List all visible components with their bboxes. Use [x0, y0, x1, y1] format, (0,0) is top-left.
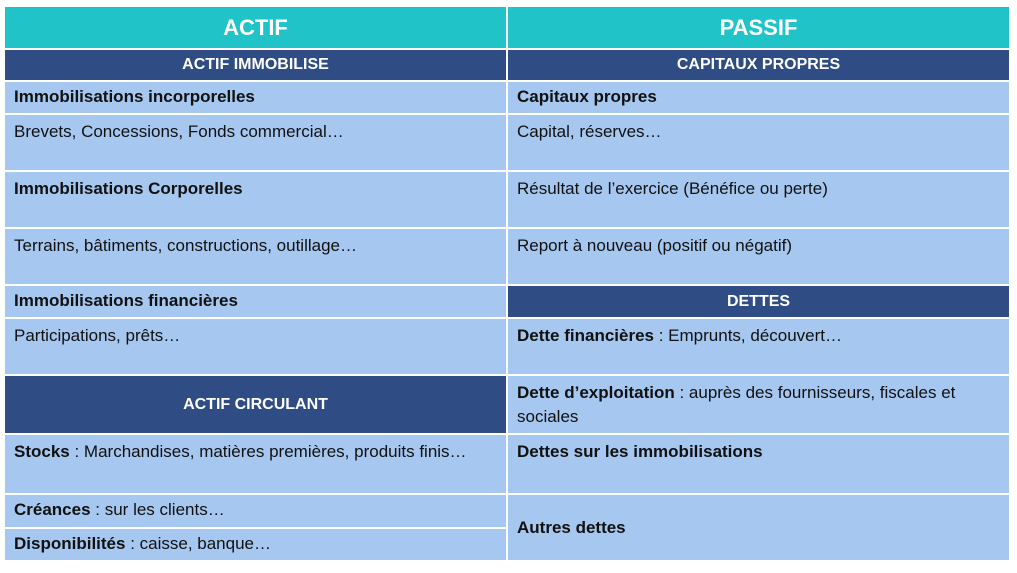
immobilisations-corporelles-title: Immobilisations Corporelles	[5, 172, 506, 227]
disponibilites-label: Disponibilités	[14, 534, 126, 553]
stocks-cell	[5, 435, 506, 493]
resultat-exercice-cell: Résultat de l’exercice (Bénéfice ou perte)	[508, 172, 1009, 227]
capitaux-propres-title: Capitaux propres	[508, 82, 1009, 113]
dette-financieres-label: Dette financières	[517, 326, 654, 345]
balance-sheet-table	[5, 7, 1010, 568]
capital-reserves-cell: Capital, réserves…	[508, 115, 1009, 170]
dettes-immobilisations-cell: Dettes sur les immobilisations	[508, 435, 1009, 493]
creances-detail: : sur les clients…	[90, 500, 225, 519]
actif-circulant-section: ACTIF CIRCULANT	[5, 376, 506, 433]
creances-cell	[5, 495, 506, 527]
autres-dettes-cell: Autres dettes	[508, 495, 1009, 560]
disponibilites-cell	[5, 529, 506, 560]
passif-header: PASSIF	[508, 7, 1009, 48]
immobilisations-incorporelles-title: Immobilisations incorporelles	[5, 82, 506, 113]
immobilisations-financieres-title: Immobilisations financières	[5, 286, 506, 317]
actif-column	[5, 7, 506, 568]
immobilisations-incorporelles-detail: Brevets, Concessions, Fonds commercial…	[5, 115, 506, 170]
dette-exploitation-detail: : auprès des fournisseurs, fiscales et sociales	[517, 383, 961, 426]
passif-column	[508, 7, 1009, 568]
immobilisations-corporelles-detail: Terrains, bâtiments, constructions, outillage…	[5, 229, 506, 284]
dettes-section: DETTES	[508, 286, 1009, 317]
disponibilites-detail: : caisse, banque…	[125, 534, 271, 553]
actif-immobilise-section: ACTIF IMMOBILISE	[5, 50, 506, 80]
stocks-label: Stocks	[14, 442, 70, 461]
creances-label: Créances	[14, 500, 91, 519]
dette-financieres-detail: : Emprunts, découvert…	[654, 326, 843, 345]
immobilisations-financieres-detail: Participations, prêts…	[5, 319, 506, 374]
dette-exploitation-cell	[508, 376, 1009, 433]
report-a-nouveau-cell: Report à nouveau (positif ou négatif)	[508, 229, 1009, 284]
capitaux-propres-section: CAPITAUX PROPRES	[508, 50, 1009, 80]
dette-financieres-cell	[508, 319, 1009, 374]
actif-header: ACTIF	[5, 7, 506, 48]
stocks-detail: : Marchandises, matières premières, produits finis…	[69, 442, 467, 461]
dette-exploitation-label: Dette d’exploitation	[517, 383, 675, 402]
